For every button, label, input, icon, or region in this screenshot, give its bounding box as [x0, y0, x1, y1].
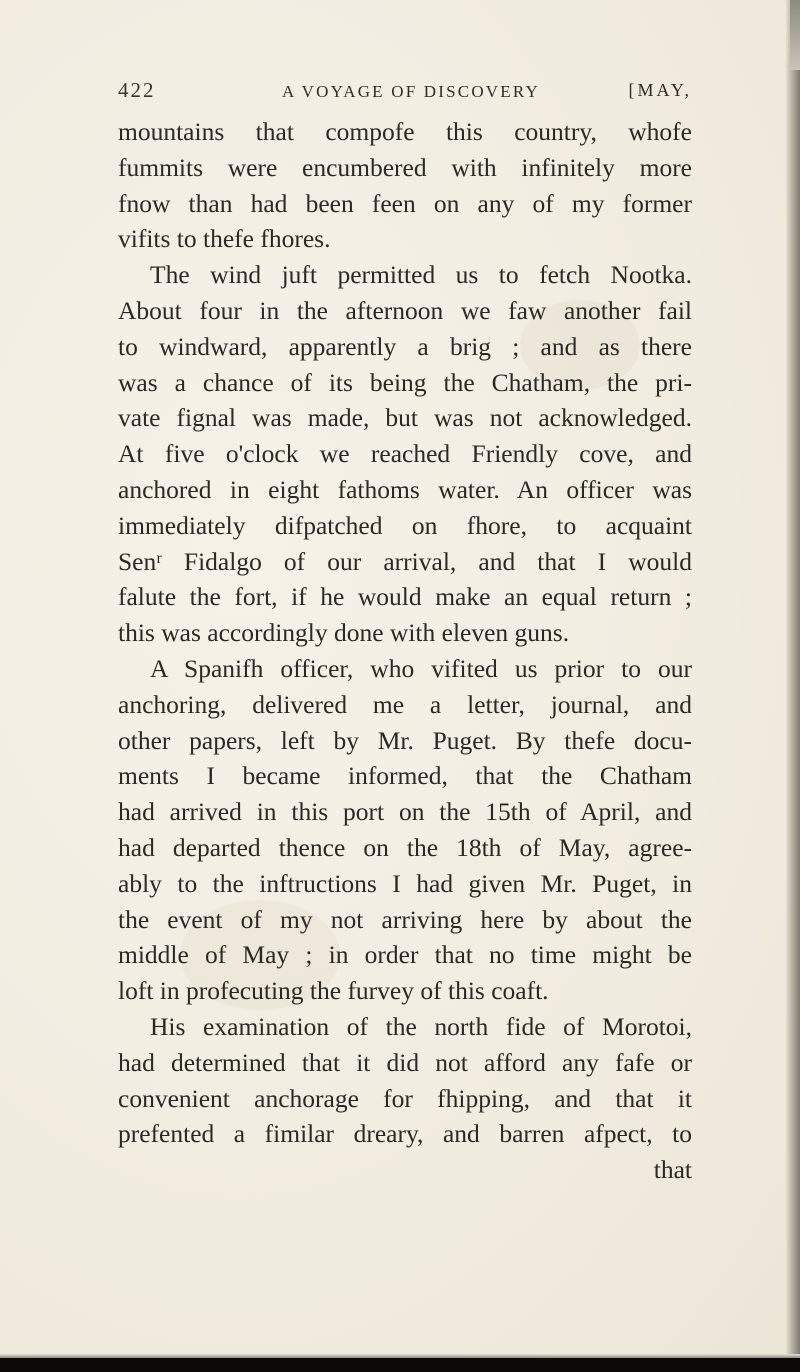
text-line: had arrived in this port on the 15th of April, and — [118, 797, 692, 827]
text-line: falute the fort, if he would make an equal return ; — [118, 582, 692, 612]
text-line: Senʳ Fidalgo of our arrival, and that I would — [118, 546, 692, 576]
text-line: ably to the inftructions I had given Mr. Puget, in — [118, 868, 692, 898]
page-right-edge — [786, 0, 800, 1372]
text-line: had determined that it did not afford any fafe or — [118, 1047, 692, 1077]
body-text — [118, 114, 692, 1188]
text-line: mountains that compofe this country, whofe — [118, 117, 692, 146]
text-line: About four in the afternoon we faw another fail — [118, 295, 692, 325]
catchword: that — [653, 1155, 692, 1185]
running-header — [118, 78, 692, 112]
text-line: vate fignal was made, but was not acknowledged. — [118, 403, 692, 433]
text-line: this was accordingly done with eleven guns. — [118, 618, 570, 648]
text-line: was a chance of its being the Chatham, the pri- — [118, 367, 692, 397]
text-line: convenient anchorage for fhipping, and that it — [118, 1083, 692, 1113]
text-line: middle of May ; in order that no time might be — [118, 940, 692, 970]
text-line: fummits were encumbered with infinitely more — [118, 152, 692, 182]
page-bottom-border — [0, 1358, 800, 1372]
text-line: fnow than had been feen on any of my former — [118, 188, 692, 218]
text-line: anchored in eight fathoms water. An officer was — [118, 474, 692, 504]
text-line: immediately difpatched on fhore, to acquaint — [118, 510, 692, 540]
text-line: At five o'clock we reached Friendly cove, and — [118, 439, 692, 469]
paragraph-start-line: His examination of the north fide of Morotoi, — [150, 1011, 692, 1041]
text-line: had departed thence on the 18th of May, agree- — [118, 832, 692, 862]
paragraph-start-line: The wind juft permitted us to fetch Nootka. — [150, 260, 692, 290]
running-title: A VOYAGE OF DISCOVERY — [282, 82, 540, 101]
text-line: prefented a fimilar dreary, and barren afpect, to — [118, 1119, 692, 1149]
page-corner-shadow — [790, 0, 800, 70]
text-line: vifits to thefe fhores. — [118, 224, 331, 254]
text-line: to windward, apparently a brig ; and as there — [118, 331, 692, 361]
text-line: other papers, left by Mr. Puget. By thefe docu- — [118, 725, 692, 755]
text-line: loft in profecuting the furvey of this coaft. — [118, 976, 549, 1006]
text-line: ments I became informed, that the Chatham — [118, 761, 692, 791]
text-line: the event of my not arriving here by about the — [118, 904, 692, 934]
text-line: anchoring, delivered me a letter, journal, and — [118, 689, 692, 719]
page-number: 422 — [118, 78, 156, 102]
running-month: [MAY, — [628, 80, 692, 100]
paragraph-start-line: A Spanifh officer, who vifited us prior to our — [150, 653, 692, 683]
